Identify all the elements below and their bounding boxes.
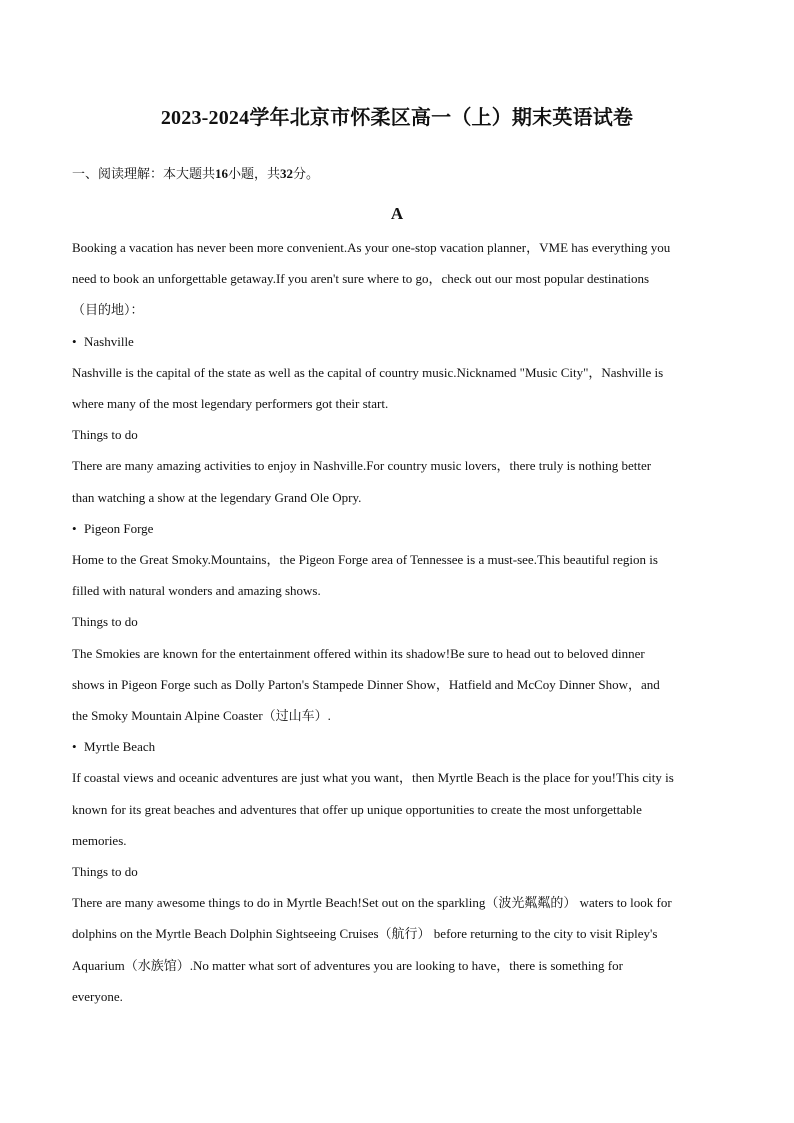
passage-line: Things to do	[72, 614, 138, 630]
part-label: A	[390, 204, 404, 223]
destination-heading: • Myrtle Beach	[72, 731, 722, 762]
question-count: 16	[215, 166, 229, 181]
passage-line: The Smokies are known for the entertainment offered within its shadow!Be sure to head out to beloved dinner	[72, 645, 645, 661]
reading-passage	[72, 232, 722, 1012]
section-heading-suffix: 分。	[293, 166, 320, 181]
section-heading	[72, 164, 722, 184]
passage-line: Booking a vacation has never been more convenient.As your one-stop vacation planner，VME has everything you	[72, 240, 671, 255]
passage-line: Things to do	[72, 427, 138, 443]
passage-line: known for its great beaches and adventures that offer up unique opportunities to create the most unforgettable	[72, 801, 642, 817]
section-heading-prefix: 一、阅读理解：本大题共	[72, 166, 216, 181]
passage-line: the Smoky Mountain Alpine Coaster（过山车）.	[72, 708, 331, 724]
passage-line: shows in Pigeon Forge such as Dolly Parton's Stampede Dinner Show，Hatfield and McCoy Dinner Show，and	[72, 676, 660, 692]
passage-line: Aquarium（水族馆）.No matter what sort of adventures you are looking to have，there is something for	[72, 957, 623, 973]
page-title: 2023-2024学年北京市怀柔区高一（上）期末英语试卷	[160, 107, 634, 129]
passage-line: need to book an unforgettable getaway.If you aren't sure where to go，check out our most popular destinations	[72, 271, 650, 287]
passage-line: Home to the Great Smoky.Mountains，the Pigeon Forge area of Tennessee is a must-see.This beautiful region is	[72, 552, 658, 568]
passage-line: Nashville is the capital of the state as well as the capital of country music.Nicknamed "Music City"，Nashville is	[72, 364, 664, 380]
passage-line: memories.	[72, 832, 127, 848]
total-points: 32	[280, 166, 294, 181]
passage-line: If coastal views and oceanic adventures are just what you want，then Myrtle Beach is the place for you!This city is	[72, 770, 674, 786]
passage-line: There are many awesome things to do in Myrtle Beach!Set out on the sparkling（波光粼粼的） waters to look for	[72, 895, 672, 911]
destination-heading: • Pigeon Forge	[72, 513, 722, 544]
passage-line: everyone.	[72, 988, 123, 1004]
passage-line: filled with natural wonders and amazing shows.	[72, 583, 321, 599]
passage-line: （目的地）：	[72, 302, 144, 318]
passage-line: Things to do	[72, 864, 138, 880]
section-heading-middle: 小题，共	[228, 166, 281, 181]
passage-line: There are many amazing activities to enjoy in Nashville.For country music lovers，there truly is nothing better	[72, 458, 652, 474]
passage-line: than watching a show at the legendary Grand Ole Opry.	[72, 489, 362, 505]
passage-line: dolphins on the Myrtle Beach Dolphin Sightseeing Cruises（航行） before returning to the city to visit Ripley's	[72, 926, 658, 942]
passage-line: where many of the most legendary performers got their start.	[72, 396, 389, 412]
destination-heading: • Nashville	[72, 326, 722, 357]
